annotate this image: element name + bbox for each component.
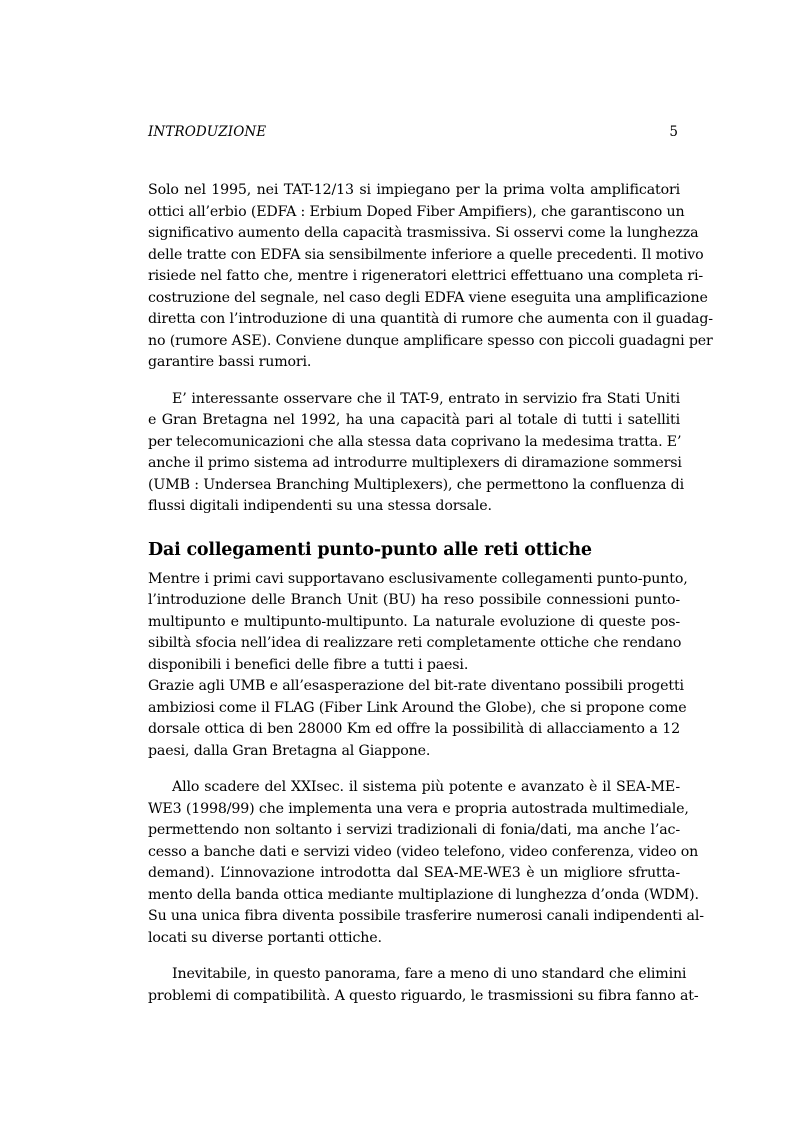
running-title: INTRODUZIONE — [148, 124, 267, 140]
text-line: per telecomunicazioni che alla stessa data coprivano la medesima tratta. E’ — [148, 433, 682, 450]
text-line: permettendo non soltanto i servizi tradizionali di fonia/dati, ma anche l’ac- — [148, 822, 680, 838]
text-line: anche il primo sistema ad introdurre multiplexers di diramazione sommersi — [148, 455, 682, 471]
text-line: sibiltà sfocia nell’idea di realizzare reti completamente ottiche che rendano — [148, 635, 682, 651]
text-line: Su una unica fibra diventa possibile trasferire numerosi canali indipendenti al- — [148, 908, 704, 924]
paragraph-tat9 — [148, 389, 684, 518]
text-line: diretta con l’introduzione di una quantità di rumore che aumenta con il guadag- — [148, 311, 713, 327]
paragraph-gap — [148, 949, 680, 964]
body-text — [148, 180, 713, 1007]
text-line: Allo scadere del XXIsec. il sistema più potente e avanzato è il SEA-ME- — [172, 779, 680, 795]
page-number: 5 — [669, 124, 678, 140]
text-line: l’introduzione delle Branch Unit (BU) ha reso possibile connessioni punto- — [148, 592, 680, 608]
text-line: Grazie agli UMB e all’esasperazione del bit-rate diventano possibili progetti — [148, 678, 684, 694]
text-line: locati su diverse portanti ottiche. — [148, 929, 382, 946]
text-line: flussi digitali indipendenti su una stessa dorsale. — [148, 498, 492, 514]
text-line: significativo aumento della capacità trasmissiva. Si osservi come la lunghezza — [148, 225, 699, 241]
text-line: mento della banda ottica mediante multiplazione di lunghezza d’onda (WDM). — [148, 886, 699, 903]
paragraph-gap — [148, 762, 680, 777]
paragraph-sea-me-we3 — [148, 777, 704, 949]
text-line: ambiziosi come il FLAG (Fiber Link Around the Globe), che si propone come — [148, 699, 687, 716]
text-line: paesi, dalla Gran Bretagna al Giappone. — [148, 742, 431, 759]
paragraph-standard — [148, 964, 699, 1007]
text-line: Inevitabile, in questo panorama, fare a meno di uno standard che elimini — [172, 966, 687, 982]
text-line: WE3 (1998/99) che implementa una vera e propria autostrada multimediale, — [148, 800, 689, 817]
text-line: no (rumore ASE). Conviene dunque amplificare spesso con piccoli guadagni per — [148, 332, 713, 349]
text-line: Mentre i primi cavi supportavano esclusivamente collegamenti punto-punto, — [148, 570, 688, 587]
paragraph-branch-unit — [148, 569, 688, 677]
paragraph-edfa — [148, 180, 713, 374]
text-line: costruzione del segnale, nel caso degli EDFA viene eseguita una amplificazione — [148, 289, 708, 306]
section-heading: Dai collegamenti punto-punto alle reti ottiche — [148, 539, 592, 560]
text-line: dorsale ottica di ben 28000 Km ed offre la possibilità di allacciamento a 12 — [148, 721, 680, 737]
text-line: cesso a banche dati e servizi video (video telefono, video conferenza, video on — [148, 843, 699, 860]
text-line: ottici all’erbio (EDFA : Erbium Doped Fiber Ampifiers), che garantiscono un — [148, 203, 685, 220]
text-line: E’ interessante osservare che il TAT-9, entrato in servizio fra Stati Uniti — [172, 390, 680, 407]
paragraph-flag — [148, 676, 687, 762]
text-line: multipunto e multipunto-multipunto. La naturale evoluzione di queste pos- — [148, 613, 680, 630]
text-line: e Gran Bretagna nel 1992, ha una capacità pari al totale di tutti i satelliti — [148, 412, 680, 428]
text-line: problemi di compatibilità. A questo riguardo, le trasmissioni su fibra fanno at- — [148, 987, 699, 1004]
running-header — [148, 124, 680, 144]
text-line: risiede nel fatto che, mentre i rigeneratori elettrici effettuano una completa ri- — [148, 268, 704, 284]
text-line: delle tratte con EDFA sia sensibilmente inferiore a quelle precedenti. Il motivo — [148, 246, 704, 263]
text-line: (UMB : Undersea Branching Multiplexers), che permettono la confluenza di — [148, 476, 684, 493]
text-line: demand). L’innovazione introdotta dal SEA-ME-WE3 è un migliore sfrutta- — [148, 865, 680, 881]
text-line: Solo nel 1995, nei TAT-12/13 si impiegano per la prima volta amplificatori — [148, 182, 680, 198]
text-line: garantire bassi rumori. — [148, 354, 312, 370]
text-line: disponibili i benefici delle fibre a tutti i paesi. — [148, 656, 469, 673]
paragraph-gap — [148, 374, 680, 389]
section-gap — [148, 518, 680, 538]
